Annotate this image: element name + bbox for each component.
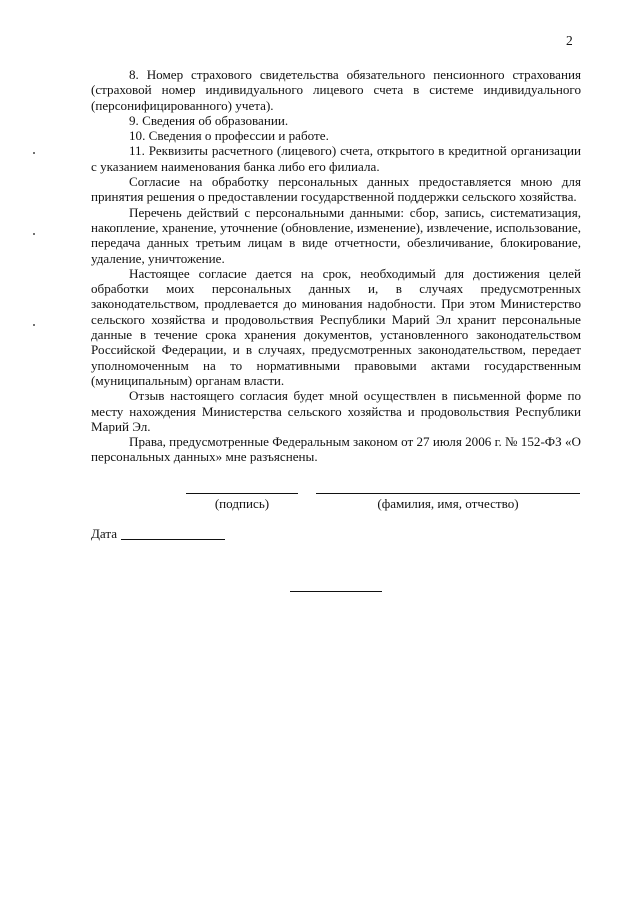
scan-speck [33,324,35,326]
document-body [91,67,581,465]
scan-speck [33,233,35,235]
paragraph-actions-list: Перечень действий с персональными данными: сбор, запись, систематизация, накопление, хранение, уточнение (обновление, изменение), извлечение, использование, передача данных третьим лицам в виде отчетности, обезличивание, блокирование, удаление, уничтожение. [91,204,581,266]
full-name-line[interactable] [316,493,580,494]
scan-speck [33,152,35,154]
paragraph-consent-term: Настоящее согласие дается на срок, необходимый для достижения целей обработки моих персональных данных и, в случаях предусмотренных законодательством, продлевается до минования надобности. При этом Министерство сельского хозяйства и продовольствия Республики Марий Эл хранит персональные данные в течение срока хранения документов, установленного законодательством Российской Федерации, и в случаях, предусмотренных законодательством, передает уполномоченным на то нормативными правовыми актами государственным (муниципальным) органам власти. [91,265,581,388]
date-row [91,526,225,542]
full-name-label: (фамилия, имя, отчество) [377,496,519,511]
paragraph-item-8: 8. Номер страхового свидетельства обязательного пенсионного страхования (страховой номер индивидуального лицевого счета в системе индивидуального (персонифицированного) учета). [91,67,581,113]
date-label: Дата [91,526,118,541]
paragraph-rights-explained: Права, предусмотренные Федеральным законом от 27 июля 2006 г. № 152-ФЗ «О персональных данных» мне разъяснены. [91,434,581,465]
signature-block [186,486,580,516]
bottom-separator-line [290,591,382,592]
paragraph-consent-withdrawal: Отзыв настоящего согласия будет мной осуществлен в письменной форме по месту нахождения Министерства сельского хозяйства и продовольствия Республики Марий Эл. [91,388,581,434]
signature-line[interactable] [186,493,298,494]
date-line[interactable] [121,539,225,540]
paragraph-item-11: 11. Реквизиты расчетного (лицевого) счета, открытого в кредитной организации с указанием наименования банка либо его филиала. [91,143,581,174]
page-number: 2 [566,33,573,48]
paragraph-item-9: 9. Сведения об образовании. [129,112,289,128]
paragraph-item-10: 10. Сведения о профессии и работе. [129,128,329,144]
signature-label: (подпись) [214,496,270,511]
paragraph-consent-purpose: Согласие на обработку персональных данных предоставляется мною для принятия решения о предоставлении государственной поддержки сельского хозяйства. [91,174,581,205]
